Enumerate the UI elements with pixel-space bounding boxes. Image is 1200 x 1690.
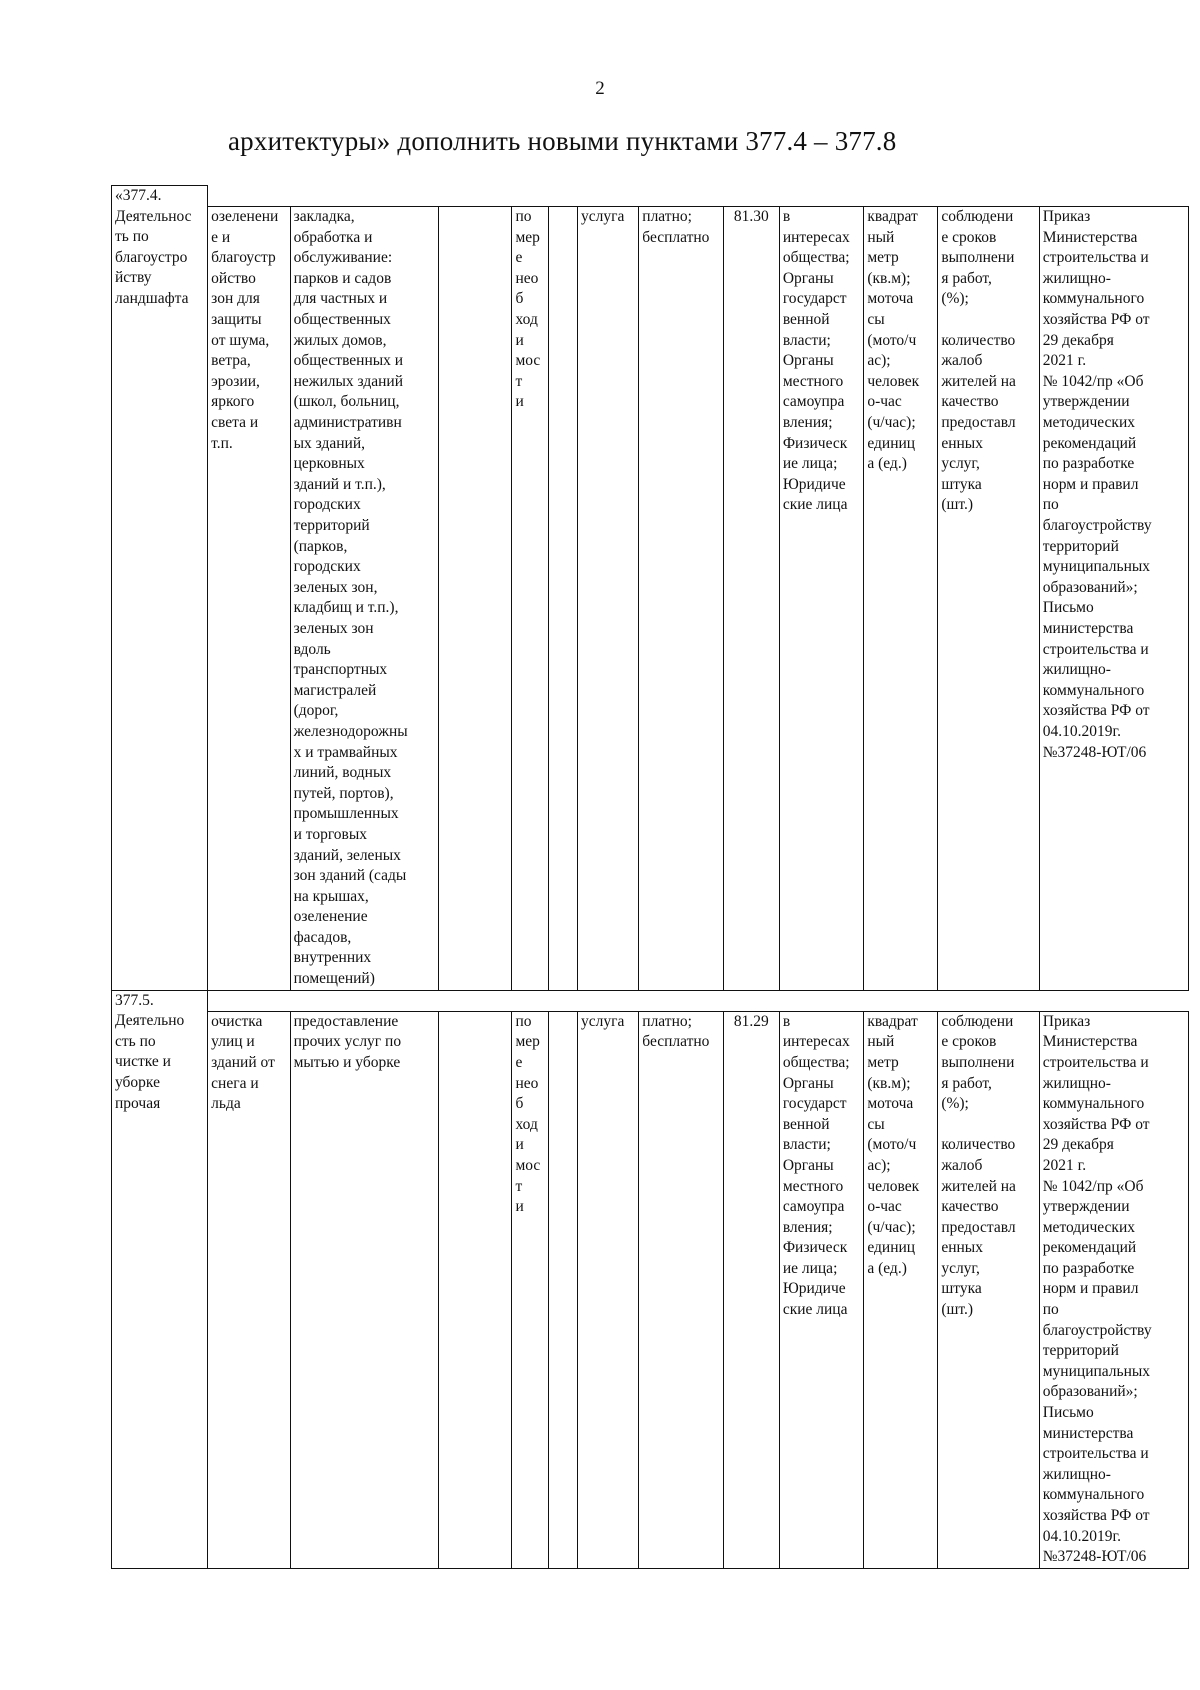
basis-cell: Приказ Министерства строительства и жилищно- коммунального хозяйства РФ от 29 декабря 2021 г. № 1042/пр «Об утверждении методических рекомендаций по разработке норм и правил по благоустройству территорий муниципальных образований»; Письмо министерства строительства и жилищно- коммунального хозяйства РФ от 04.10.2019г. №37248-ЮТ/06 <box>1039 207 1188 991</box>
description-cell: закладка, обработка и обслуживание: парков и садов для частных и общественных жилых домов, общественных и нежилых зданий (школ, больниц, административн ых зданий, церковных зданий и т.п.), городских территорий (парков, городских зеленых зон, кладбищ и т.п.), зеленых зон вдоль транспортных магистралей (дорог, железнодорожны х и трамвайных линий, водных путей, портов), промышленных и торговых зданий, зеленых зон зданий (сады на крышах, озеленение фасадов, внутренних помещений) <box>290 207 438 991</box>
frequency-cell: по мере необ ходи мост и <box>512 1011 549 1568</box>
table-row <box>112 1011 1189 1568</box>
activity-cell: Деятельно сть по чистке и уборке прочая <box>112 1011 208 1568</box>
empty-cell <box>438 207 512 991</box>
kind-cell: услуга <box>578 207 639 991</box>
frequency-cell: по мере необ ходи мост и <box>512 207 549 991</box>
code-cell: 81.30 <box>723 207 779 991</box>
page-heading: архитектуры» дополнить новыми пунктами 377.4 – 377.8 <box>228 126 897 156</box>
page-number: 2 <box>595 78 605 99</box>
table-row <box>112 207 1189 991</box>
code-cell: 81.29 <box>723 1011 779 1568</box>
activity-table <box>111 185 1189 1569</box>
subtype-cell: озеленени е и благоустр ойство зон для защиты от шума, ветра, эрозии, яркого света и т.п. <box>208 207 290 991</box>
indicators-cell: соблюдени е сроков выполнени я работ, (%); количество жалоб жителей на качество предоставл енных услуг, штука (шт.) <box>938 207 1039 991</box>
activity-cell: Деятельнос ть по благоустро йству ландшафта <box>112 207 208 991</box>
description-cell: предоставление прочих услуг по мытью и уборке <box>290 1011 438 1568</box>
empty-cell <box>438 1011 512 1568</box>
row-number-line <box>112 186 1189 207</box>
indicators-cell: соблюдени е сроков выполнени я работ, (%); количество жалоб жителей на качество предоставл енных услуг, штука (шт.) <box>938 1011 1039 1568</box>
empty-cell <box>549 1011 578 1568</box>
kind-cell: услуга <box>578 1011 639 1568</box>
units-cell: квадрат ный метр (кв.м); моточа сы (мото/ч ас); человек о-час (ч/час); единиц а (ед.) <box>864 1011 938 1568</box>
recipients-cell: в интересах общества; Органы государст венной власти; Органы местного самоупра вления; Физическ ие лица; Юридиче ские лица <box>779 1011 864 1568</box>
basis-cell: Приказ Министерства строительства и жилищно- коммунального хозяйства РФ от 29 декабря 2021 г. № 1042/пр «Об утверждении методических рекомендаций по разработке норм и правил по благоустройству территорий муниципальных образований»; Письмо министерства строительства и жилищно- коммунального хозяйства РФ от 04.10.2019г. №37248-ЮТ/06 <box>1039 1011 1188 1568</box>
row-number: 377.5. <box>112 990 208 1011</box>
row-number: «377.4. <box>112 186 208 207</box>
units-cell: квадрат ный метр (кв.м); моточа сы (мото/ч ас); человек о-час (ч/час); единиц а (ед.) <box>864 207 938 991</box>
payment-cell: платно; бесплатно <box>639 1011 724 1568</box>
recipients-cell: в интересах общества; Органы государст венной власти; Органы местного самоупра вления; Физическ ие лица; Юридиче ские лица <box>779 207 864 991</box>
empty-cell <box>549 207 578 991</box>
subtype-cell: очистка улиц и зданий от снега и льда <box>208 1011 290 1568</box>
payment-cell: платно; бесплатно <box>639 207 724 991</box>
row-number-line <box>112 990 1189 1011</box>
